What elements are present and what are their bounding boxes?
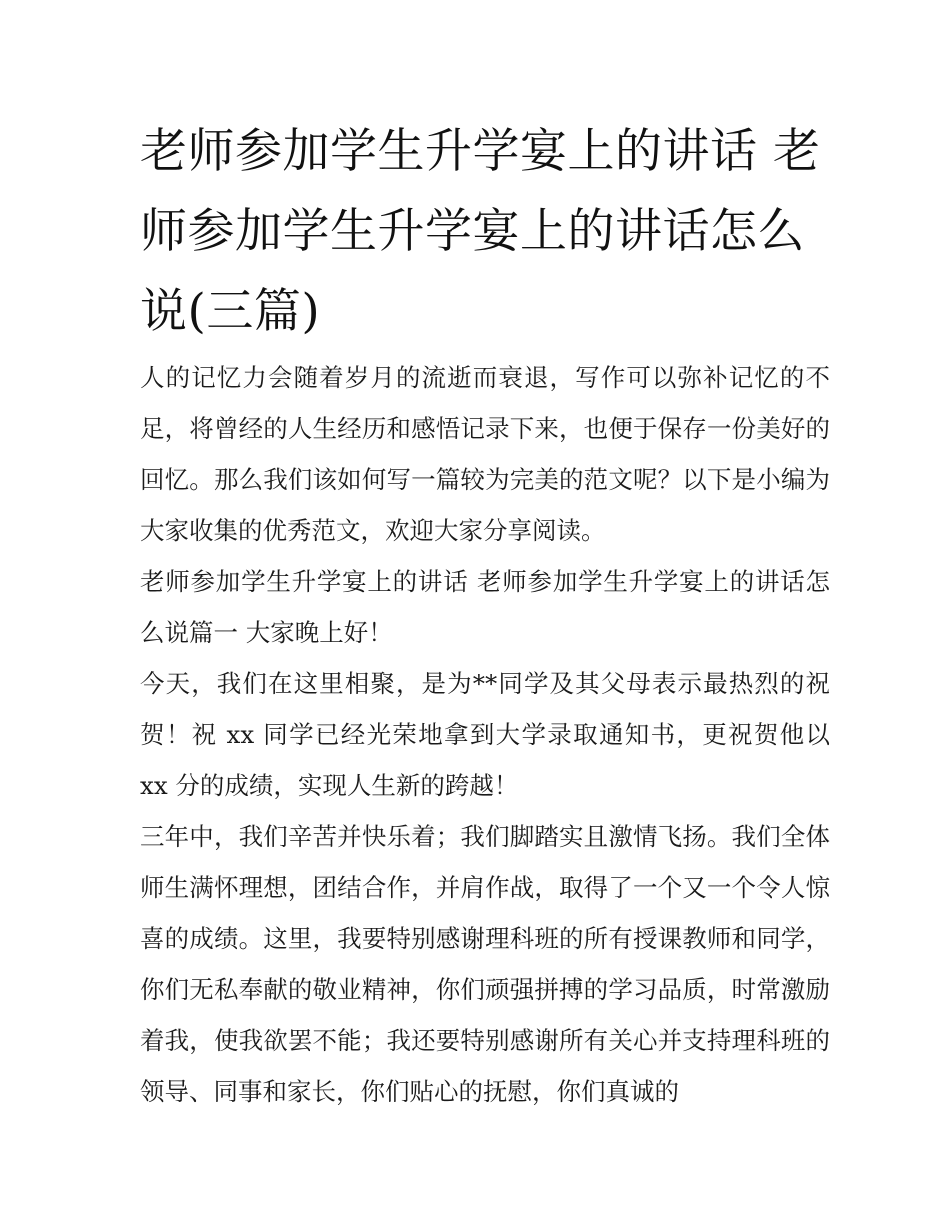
- section-heading-paragraph: 老师参加学生升学宴上的讲话 老师参加学生升学宴上的讲话怎么说篇一 大家晚上好！: [140, 567, 830, 647]
- gratitude-paragraph: 三年中，我们辛苦并快乐着；我们脚踏实且激情飞扬。我们全体师生满怀理想，团结合作，并肩作战，取得了一个又一个令人惊喜的成绩。这里，我要特别感谢理科班的所有授课教师和同学，你们无私奉献的敬业精神，你们顽强拼搏的学习品质，时常激励着我，使我欲罢不能；我还要特别感谢所有关心并支持理科班的领导、同事和家长，你们贴心的抚慰，你们真诚的: [140, 822, 830, 1106]
- document-title: 老师参加学生升学宴上的讲话 老师参加学生升学宴上的讲话怎么说(三篇): [140, 124, 821, 339]
- congratulation-paragraph: 今天，我们在这里相聚，是为**同学及其父母表示最热烈的祝贺！祝 xx 同学已经光荣地拿到大学录取通知书，更祝贺他以 xx 分的成绩，实现人生新的跨越！: [140, 669, 830, 800]
- intro-paragraph: 人的记忆力会随着岁月的流逝而衰退，写作可以弥补记忆的不足，将曾经的人生经历和感悟记录下来，也便于保存一份美好的回忆。那么我们该如何写一篇较为完美的范文呢？以下是小编为大家收集的优秀范文，欢迎大家分享阅读。: [140, 363, 830, 545]
- document-body: [140, 352, 830, 1117]
